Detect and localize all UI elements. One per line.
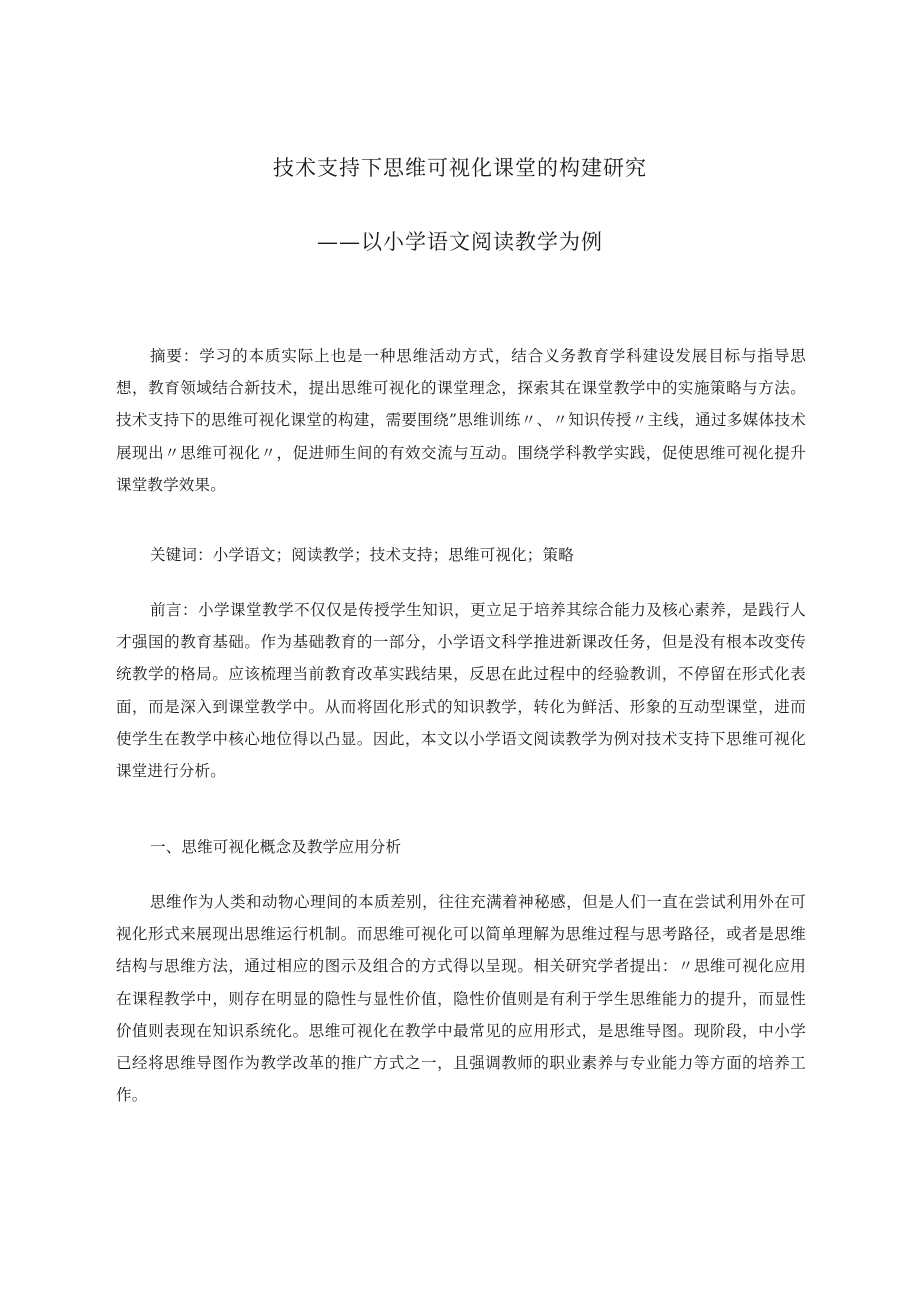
abstract-paragraph: 摘要：学习的本质实际上也是一种思维活动方式，结合义务教育学科建设发展目标与指导思想，教育领域结合新技术，提出思维可视化的课堂理念，探索其在课堂教学中的实施策略与方法。技术支持下的思维可视化课堂的构建，需要围绕”思维训练〃、〃知识传授〃主线，通过多媒体技术展现出〃思维可视化〃，促进师生间的有效交流与互动。围绕学科教学实践，促使思维可视化提升课堂教学效果。 [116, 347, 806, 494]
section-heading: 一、思维可视化概念及教学应用分析 [150, 838, 402, 856]
preface-paragraph: 前言：小学课堂教学不仅仅是传授学生知识，更立足于培养其综合能力及核心素养，是践行人才强国的教育基础。作为基础教育的一部分，小学语文科学推进新课改任务，但是没有根本改变传统教学的格局。应该梳理当前教育改革实践结果，反思在此过程中的经验教训，不停留在形式化表面，而是深入到课堂教学中。从而将固化形式的知识教学，转化为鲜活、形象的互动型课堂，进而使学生在教学中核心地位得以凸显。因此，本文以小学语文阅读教学为例对技术支持下思维可视化课堂进行分析。 [116, 601, 806, 781]
keywords-paragraph: 关键词：小学语文；阅读教学；技术支持；思维可视化；策略 [150, 546, 574, 564]
document-title: 技术支持下思维可视化课堂的构建研究 [273, 156, 647, 180]
body-paragraph: 思维作为人类和动物心理间的本质差别，往往充满着神秘感，但是人们一直在尝试利用外在可视化形式来展现出思维运行机制。而思维可视化可以简单理解为思维过程与思考路径，或者是思维结构与思维方法，通过相应的图示及组合的方式得以呈现。相关研究学者提出：〃思维可视化应用在课程教学中，则存在明显的隐性与显性价值，隐性价值则是有利于学生思维能力的提升，而显性价值则表现在知识系统化。思维可视化在教学中最常见的应用形式，是思维导图。现阶段，中小学已经将思维导图作为教学改革的推广方式之一，且强调教师的职业素养与专业能力等方面的培养工作。 [116, 893, 806, 1105]
document-subtitle: ——以小学语文阅读教学为例 [317, 230, 603, 254]
